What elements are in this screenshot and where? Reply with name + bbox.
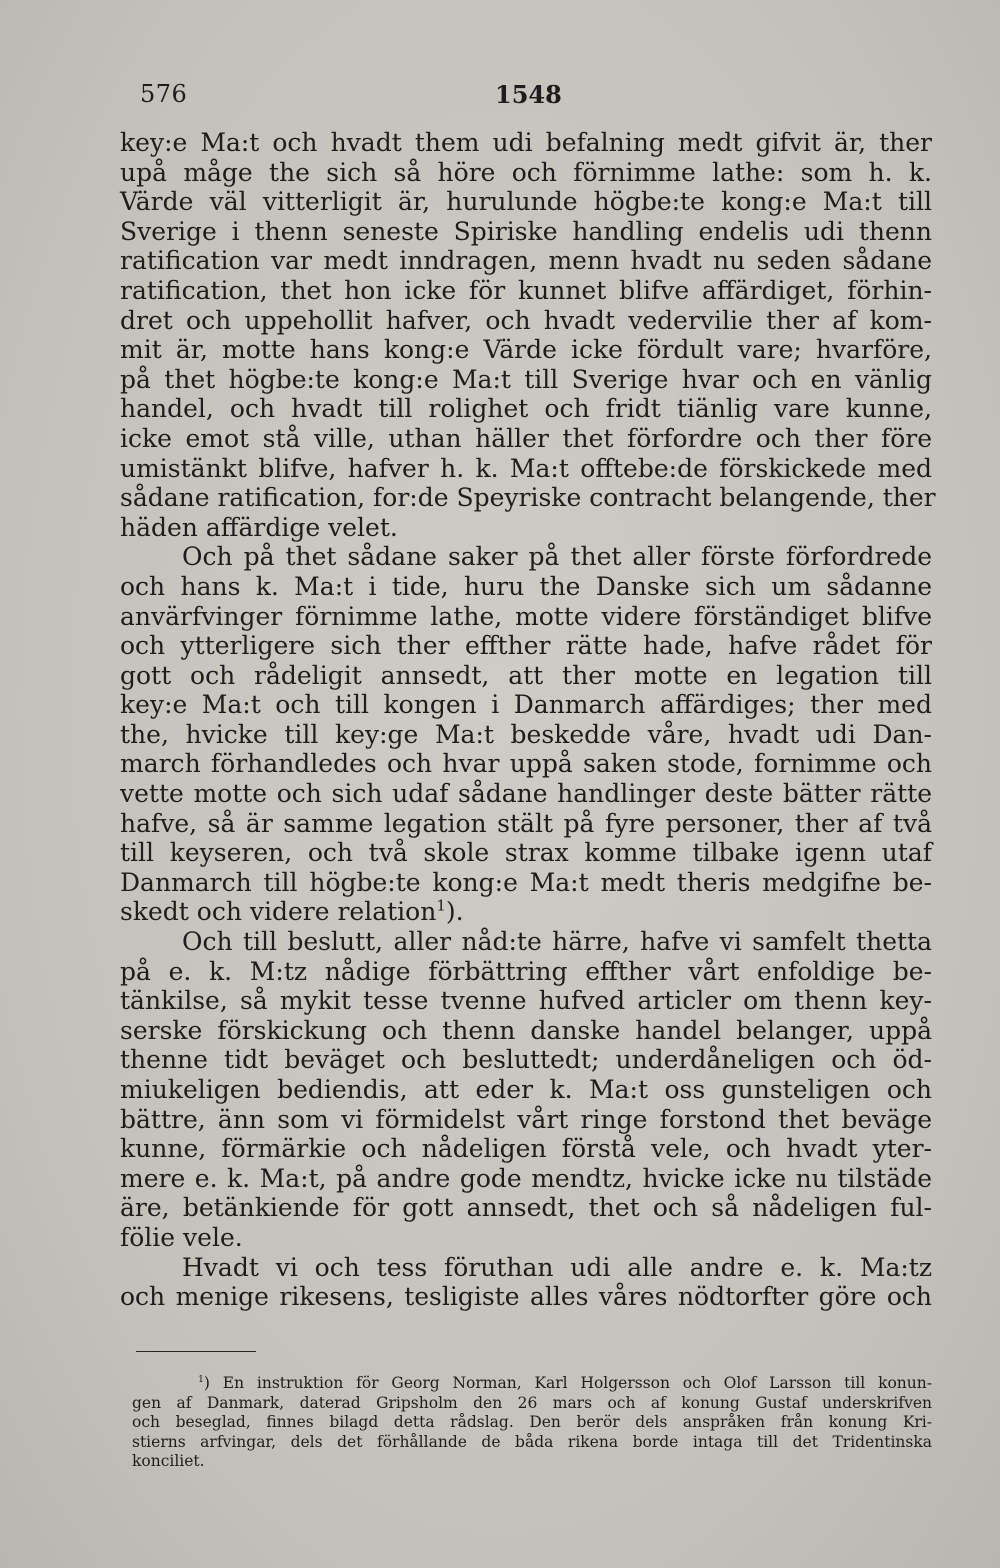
text-line: ratification, thet hon icke för kunnet blifve affärdiget, förhin- <box>120 275 932 305</box>
text-line: anvärfvinger förnimme lathe, motte videre förständiget blifve <box>120 601 932 631</box>
text-line: fölie vele. <box>120 1222 243 1252</box>
footnote-line: konciliet. <box>132 1452 205 1471</box>
footnote-text: En instruktion för Georg Norman, Karl Holgersson och Olof Larsson till konun- <box>222 1374 932 1392</box>
text-line: Danmarch till högbe:te kong:e Ma:t medt theris medgifne be- <box>120 867 932 897</box>
text-line: kunne, förmärkie och nådeligen förstå vele, och hvadt yter- <box>120 1134 932 1164</box>
text-line: sådane ratification, for:de Speyriske contracht belangende, ther <box>120 483 936 513</box>
text-line: umistänkt blifve, hafver h. k. Ma:t offtebe:de förskickede med <box>120 453 932 483</box>
footnote <box>132 1374 932 1472</box>
text-line: på thet högbe:te kong:e Ma:t till Sverige hvar och en vänlig <box>120 364 932 394</box>
text-fragment: skedt och videre relation <box>120 897 437 927</box>
footnote-line: gen af Danmark, daterad Gripsholm den 26 mars och af konung Gustaf underskrifven <box>132 1393 932 1412</box>
text-line: key:e Ma:t och till kongen i Danmarch affärdiges; ther med <box>120 690 932 720</box>
text-line: Värde väl vitterligit är, hurulunde högbe:te kong:e Ma:t till <box>120 187 932 217</box>
text-line: miukeligen bediendis, att eder k. Ma:t oss gunsteligen och <box>120 1075 932 1104</box>
footnote-line: och beseglad, finnes bilagd detta rådslag. Den berör dels anspråken från konung Kri- <box>132 1413 932 1432</box>
text-line: Och på thet sådane saker på thet aller förste förfordrede <box>182 542 932 572</box>
text-line: äre, betänkiende för gott annsedt, thet och så nådeligen ful- <box>120 1193 932 1223</box>
page-header <box>140 80 940 120</box>
body-text <box>120 128 936 1312</box>
text-line: dret och uppehollit hafver, och hvadt vedervilie ther af kom- <box>120 305 932 335</box>
text-line: Hvadt vi och tess föruthan udi alle andre e. k. Ma:tz <box>182 1252 932 1282</box>
text-line: hafve, så är samme legation stält på fyre personer, ther af två <box>120 808 932 838</box>
text-line: tänkilse, så mykit tesse tvenne hufved articler om thenn key- <box>120 986 932 1016</box>
text-line: och menige rikesens, tesligiste alles våres nödtorfter göre och <box>120 1282 932 1312</box>
text-line: upå måge the sich så höre och förnimme lathe: som h. k. <box>120 157 932 187</box>
text-line: gott och rådeligit annsedt, att ther motte en legation till <box>120 660 932 690</box>
text-line: häden affärdige velet. <box>120 512 398 542</box>
text-line: och hans k. Ma:t i tide, huru the Danske sich um sådanne <box>120 571 932 601</box>
footnote-ref-close: ). <box>445 897 464 927</box>
text-line: och ytterligere sich ther effther rätte hade, hafve rådet för <box>120 631 932 661</box>
text-line: march förhandledes och hvar uppå saken stode, fornimme och <box>120 749 932 779</box>
text-line: till keyseren, och två skole strax komme tilbake igenn utaf <box>120 838 932 868</box>
text-line: mere e. k. Ma:t, på andre gode mendtz, hvicke icke nu tilstäde <box>120 1163 932 1193</box>
text-line: Och till beslutt, aller nåd:te härre, hafve vi samfelt thetta <box>182 927 932 957</box>
text-line: på e. k. M:tz nådige förbättring effther vårt enfoldige be- <box>120 956 932 986</box>
footnote-ref: 1 <box>436 897 446 916</box>
text-line: key:e Ma:t och hvadt them udi befalning medt gifvit är, ther <box>120 128 932 157</box>
text-line: ratification var medt inndragen, menn hvadt nu seden sådane <box>120 246 932 276</box>
text-line: vette motte och sich udaf sådane handlinger deste bätter rätte <box>120 779 932 809</box>
footnote-divider <box>136 1351 256 1352</box>
text-line: icke emot stå ville, uthan häller thet förfordre och ther före <box>120 423 932 453</box>
running-title-year: 1548 <box>495 80 562 109</box>
page-number: 576 <box>140 80 188 108</box>
footnote-line: stierns arfvingar, dels det förhållande de båda rikena borde intaga till det Tridentinska <box>132 1432 932 1451</box>
text-line: mit är, motte hans kong:e Värde icke fördult vare; hvarföre, <box>120 335 932 365</box>
footnote-marker: 1 <box>198 1373 204 1385</box>
text-line-with-footnote-ref <box>120 897 932 927</box>
text-line: Sverige i thenn seneste Spiriske handling endelis udi thenn <box>120 216 932 246</box>
text-line: the, hvicke till key:ge Ma:t beskedde våre, hvadt udi Dan- <box>120 719 932 749</box>
text-line: bättre, änn som vi förmidelst vårt ringe forstond thet beväge <box>120 1104 932 1134</box>
text-line: thenne tidt beväget och besluttedt; underdåneligen och öd- <box>120 1045 932 1075</box>
footnote-line: $^1$) En instruktion för Georg Norman, Karl Holgersson och Olof Larsson till konun- <box>198 1373 932 1392</box>
text-line: handel, och hvadt till rolighet och fridt tiänlig vare kunne, <box>120 394 932 424</box>
text-line: serske förskickung och thenn danske handel belanger, uppå <box>120 1015 932 1045</box>
